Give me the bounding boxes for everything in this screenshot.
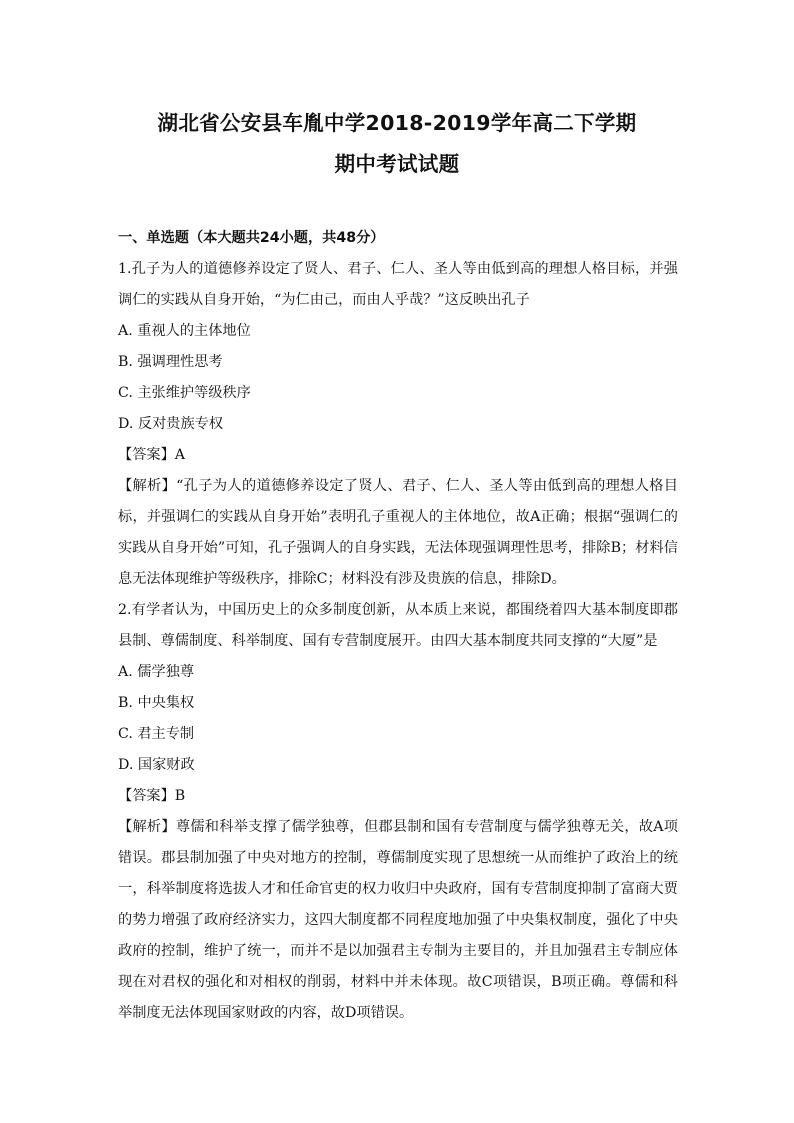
question-1 bbox=[118, 254, 678, 595]
document-title-line1: 湖北省公安县车胤中学2018-2019学年高二下学期 bbox=[157, 111, 637, 135]
option-a: A. 儒学独尊 bbox=[118, 664, 195, 680]
option-a: A. 重视人的主体地位 bbox=[118, 323, 251, 339]
option-c: C. 君主专制 bbox=[118, 726, 195, 742]
document-body bbox=[118, 223, 678, 1029]
option-c: C. 主张维护等级秩序 bbox=[118, 385, 251, 401]
option-d: D. 国家财政 bbox=[118, 757, 195, 773]
option-d: D. 反对贵族专权 bbox=[118, 416, 224, 432]
analysis: 【解析】尊儒和科举支撑了儒学独尊，但郡县制和国有专营制度与儒学独尊无关，故A项错误。郡县制加强了中央对地方的控制，尊儒制度实现了思想统一从而维护了政治上的统一，科举制度将选拔人才和任命官吏的权力收归中央政府，国有专营制度抑制了富商大贾的势力增强了政府经济实力，这四大制度都不同程度地加强了中央集权制度，强化了中央政府的控制，维护了统一，而并不是以加强君主专制为主要目的，并且加强君主专制应体现在对君权的强化和对相权的削弱，材料中并未体现。故C项错误，B项正确。尊儒和科举制度无法体现国家财政的内容，故D项错误。 bbox=[118, 819, 678, 1021]
analysis: 【解析】“孔子为人的道德修养设定了贤人、君子、仁人、圣人等由低到高的理想人格目标，并强调仁的实践从自身开始”表明孔子重视人的主体地位，故A正确；根据“强调仁的实践从自身开始”可知，孔子强调人的自身实践，无法体现强调理性思考，排除B；材料信息无法体现维护等级秩序，排除C；材料没有涉及贵族的信息，排除D。 bbox=[118, 478, 678, 587]
document-title-line2: 期中考试试题 bbox=[334, 152, 460, 176]
answer: 【答案】B bbox=[118, 788, 186, 804]
question-stem: 1.孔子为人的道德修养设定了贤人、君子、仁人、圣人等由低到高的理想人格目标，并强调仁的实践从自身开始，“为仁由己，而由人乎哉？”这反映出孔子 bbox=[118, 261, 678, 308]
question-stem: 2.有学者认为，中国历史上的众多制度创新，从本质上来说，都围绕着四大基本制度即郡县制、尊儒制度、科举制度、国有专营制度展开。由四大基本制度共同支撑的“大厦”是 bbox=[118, 602, 678, 649]
option-b: B. 中央集权 bbox=[118, 695, 195, 711]
question-2 bbox=[118, 595, 678, 1029]
option-b: B. 强调理性思考 bbox=[118, 354, 223, 370]
section-heading: 一、单选题（本大题共24小题，共48分） bbox=[118, 230, 385, 246]
answer: 【答案】A bbox=[118, 447, 185, 463]
